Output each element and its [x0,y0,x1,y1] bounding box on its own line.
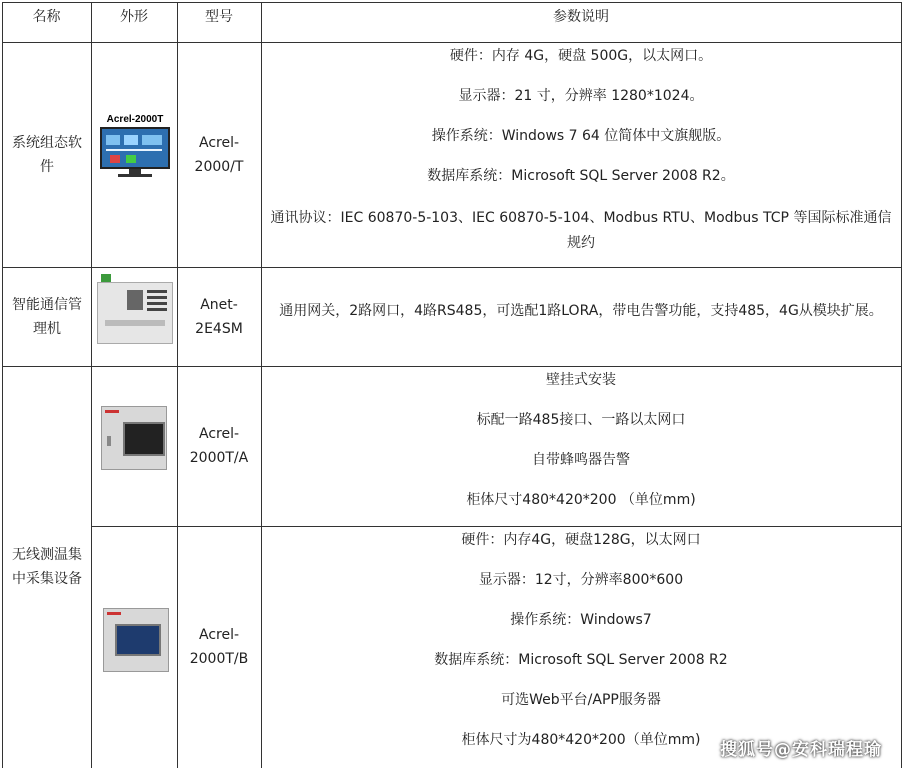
param-line: 操作系统：Windows 7 64 位简体中文旗舰版。 [431,128,731,144]
row-model: Acrel-2000T/A [189,426,249,466]
param-line: 数据库系统：Microsoft SQL Server 2008 R2 [434,652,728,668]
param-line: 自带蜂鸣器告警 [532,452,630,468]
row-params [261,299,901,323]
row-model: Acrel-2000/T [194,134,244,175]
row-name: 无线测温集中采集设备 [12,547,82,587]
watermark: 搜狐号@安科瑞程瑜 [720,740,882,760]
param-line: 通用网关，2路网口，4路RS485，可选配1路LORA，带电告警功能，支持485，4G从模块扩展。 [279,303,883,319]
row-name: 系统组态软件 [12,134,82,175]
cabinet-a-image [101,406,167,470]
param-line: 标配一路485接口、一路以太网口 [476,412,686,428]
param-line: 可选Web平台/APP服务器 [501,692,661,708]
param-line: 显示器：12寸，分辨率800*600 [478,572,684,588]
header-params: 参数说明 [553,9,609,25]
param-line: 数据库系统：Microsoft SQL Server 2008 R2。 [427,168,735,184]
row-model: Anet-2E4SM [195,296,243,337]
param-line: 显示器：21 寸，分辨率 1280*1024。 [458,88,704,104]
product-label: Acrel-2000T [106,114,164,125]
row-model: Acrel-2000T/B [189,627,249,667]
software-monitor-image [99,114,171,186]
param-line: 柜体尺寸480*420*200 （单位mm) [466,492,696,508]
spec-table [2,2,902,768]
row-name: 智能通信管理机 [12,296,82,337]
param-line: 硬件：内存 4G，硬盘 500G，以太网口。 [449,48,713,64]
param-line: 壁挂式安装 [546,372,616,388]
param-line: 柜体尺寸为480*420*200（单位mm) [461,732,701,748]
param-line: 通讯协议：IEC 60870-5-103、IEC 60870-5-104、Modbus RTU、Modbus TCP 等国际标准通信规约 [270,210,892,251]
row-params [261,46,901,256]
param-line: 硬件：内存4G，硬盘128G，以太网口 [461,532,701,548]
header-model: 型号 [205,9,233,25]
row-params [261,370,901,510]
header-name: 名称 [32,9,61,25]
param-line: 操作系统：Windows7 [510,612,652,628]
gateway-device-image [97,274,173,346]
cabinet-b-image [103,608,169,672]
header-appearance: 外形 [120,9,148,25]
row-params [261,530,901,750]
